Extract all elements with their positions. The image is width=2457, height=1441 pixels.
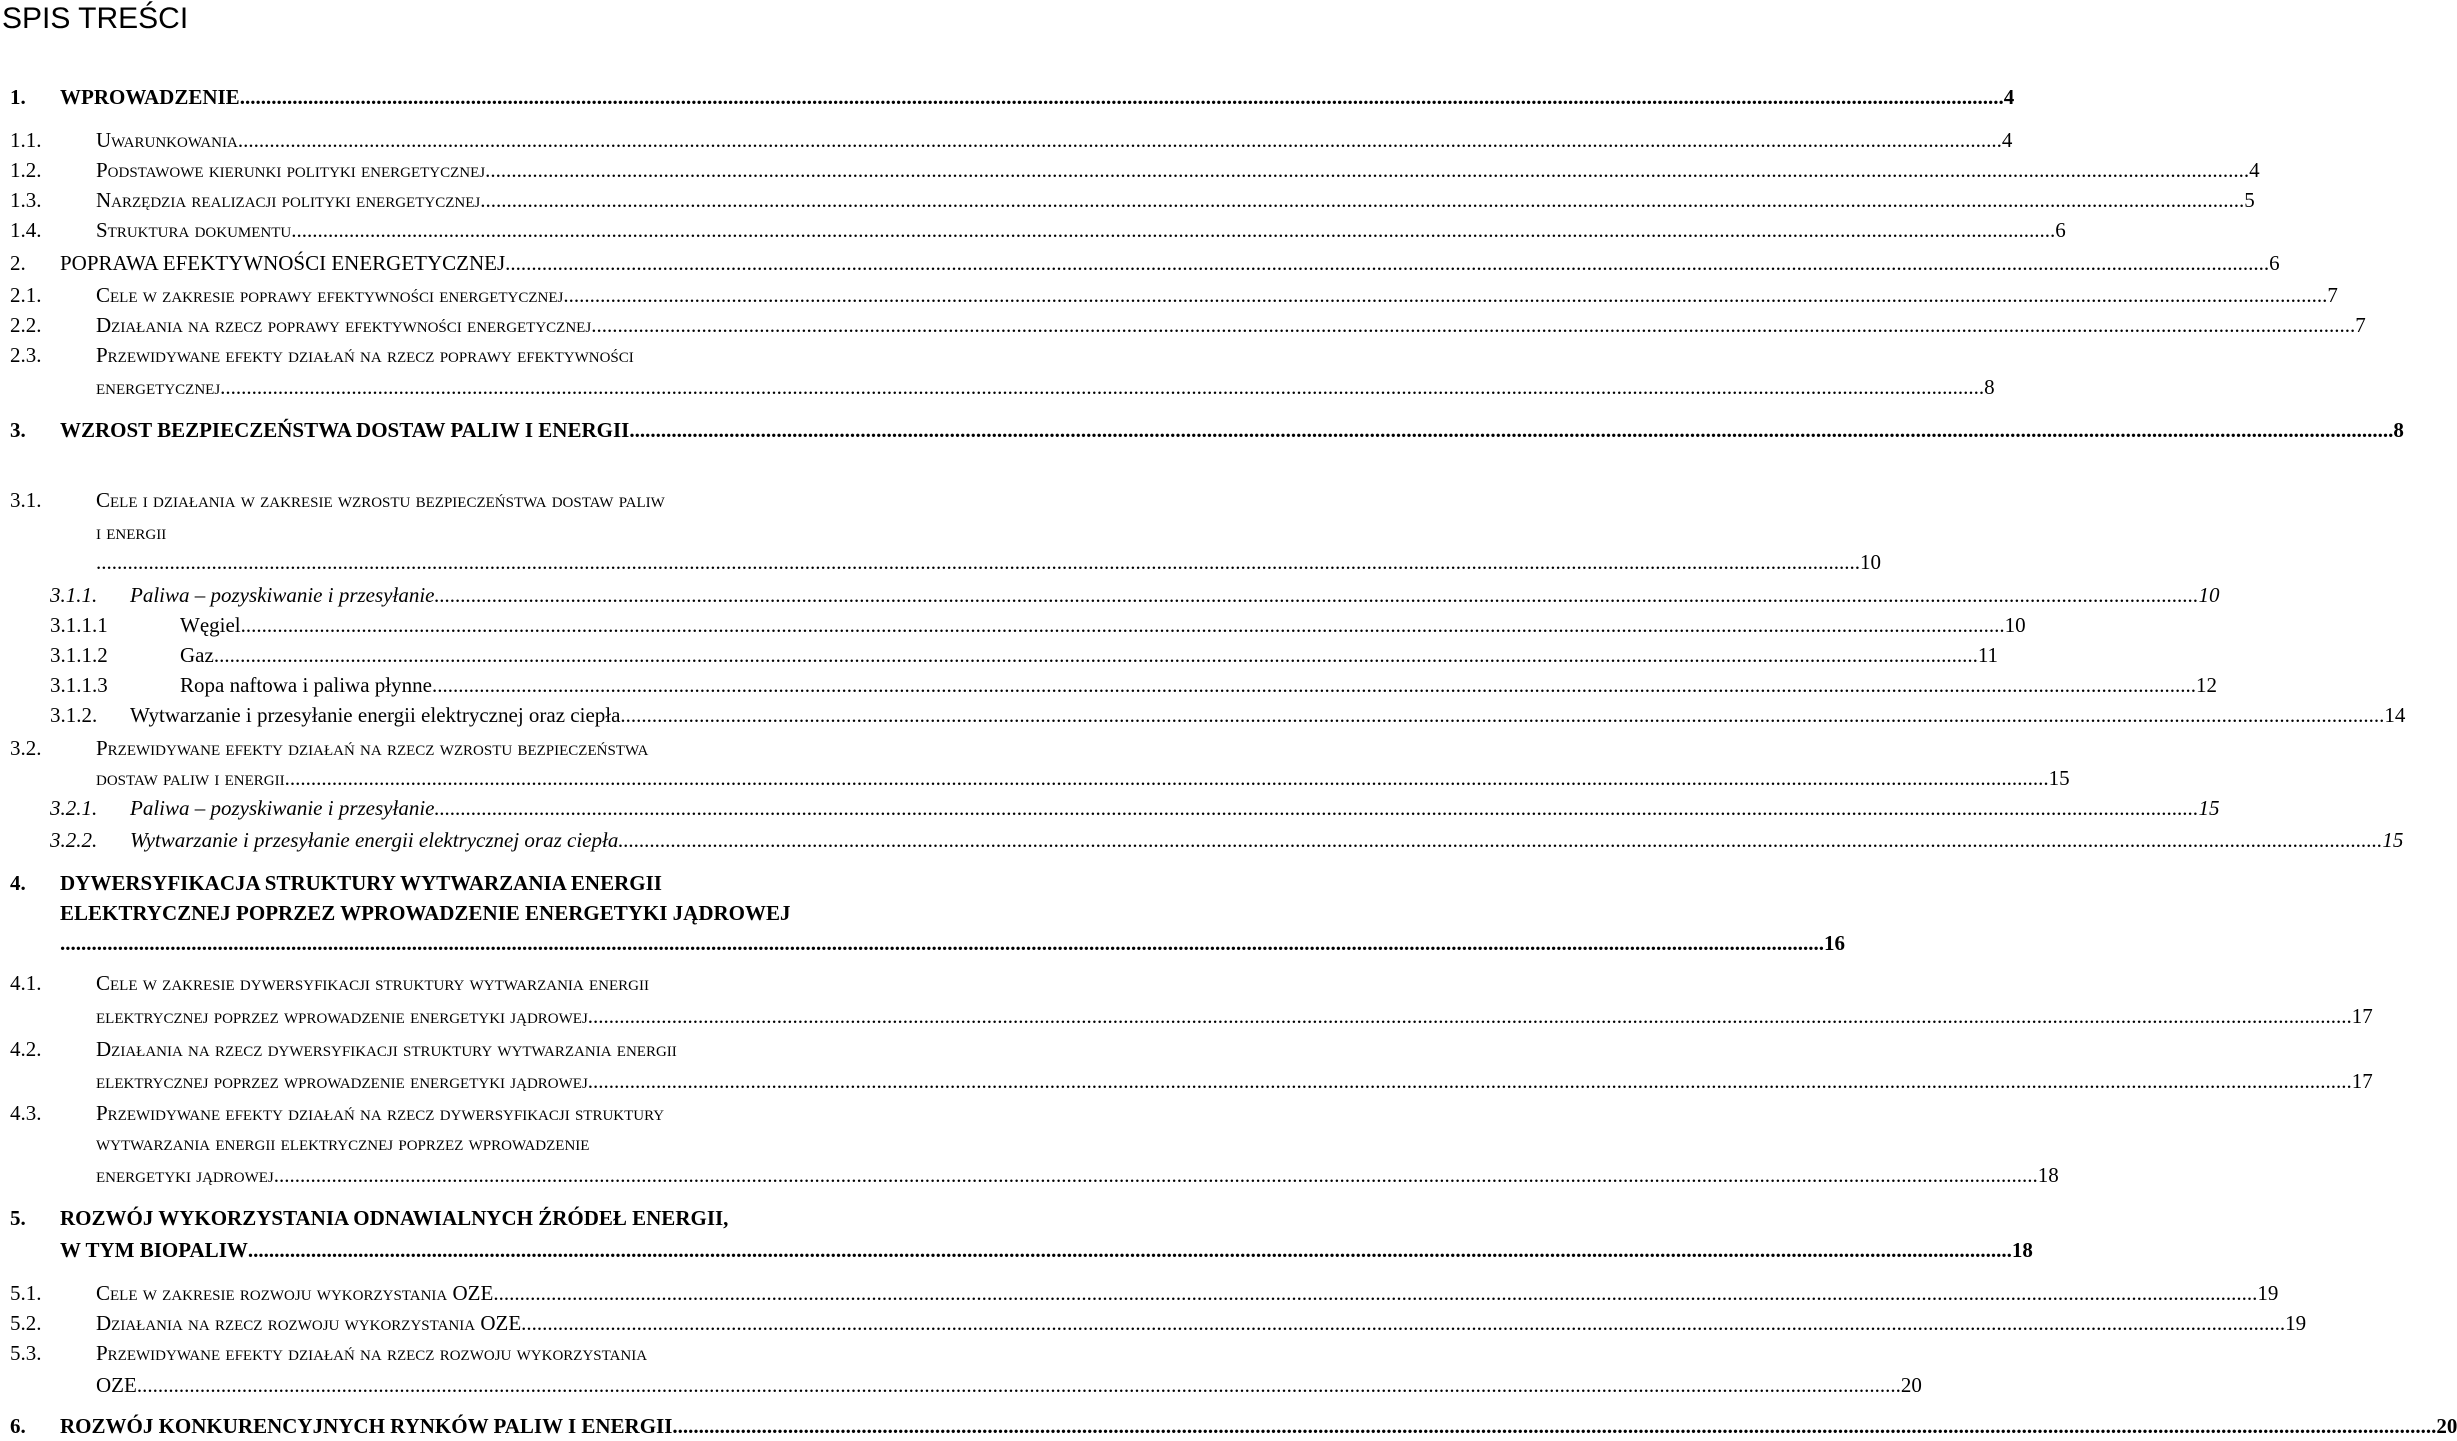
toc-entry-number: 1.2. [10,158,42,182]
toc-entry-line [130,793,2220,823]
toc-entry-title: Cele w zakresie poprawy efektywności energetycznej [96,283,564,307]
dot-leader [291,215,2055,245]
toc-entry-line [96,1066,2373,1096]
toc-entry-number: 2. [10,251,26,275]
dot-leader [285,763,2049,793]
toc-entry[interactable] [0,825,2404,855]
toc-entry-line [96,1370,1922,1400]
toc-entry[interactable] [0,1278,2279,1308]
toc-entry-title: Przewidywane efekty działań na rzecz wzrostu bezpieczeństwa [96,736,649,760]
toc-entry[interactable] [0,1066,2373,1096]
toc-page-number: 11 [1977,643,1999,667]
toc-page-number: 5 [2244,188,2255,212]
toc-entry[interactable] [0,485,962,515]
toc-entry[interactable] [0,610,2026,640]
toc-entry-title: Przewidywane efekty działań na rzecz poprawy efektywności [96,343,634,367]
dot-leader [563,280,2327,310]
toc-entry-number: 2.3. [10,343,42,367]
toc-entry-line [96,763,2070,793]
toc-entry-title: Paliwa – pozyskiwanie i przesyłanie [130,583,435,607]
toc-entry[interactable] [0,670,2217,700]
toc-entry-number: 3.1.1.1 [50,613,108,637]
dot-leader [588,1066,2352,1096]
dot-leader [521,1308,2285,1338]
dot-leader [220,372,1984,402]
toc-entry-title: i energii [96,520,167,544]
toc-entry-line [96,1001,2373,1031]
dot-leader [588,1001,2352,1031]
toc-entry-number: 3.1.1. [50,583,98,607]
toc-entry[interactable] [0,763,2070,793]
dot-leader [480,185,2244,215]
toc-entry-line [60,1235,2033,1265]
toc-page-number: 19 [2257,1281,2279,1305]
toc-entry[interactable] [0,898,962,928]
toc-entry[interactable] [0,733,962,763]
toc-entry[interactable] [0,310,2366,340]
toc-page-number: 18 [2011,1238,2033,1262]
toc-entry[interactable] [0,1308,2307,1338]
toc-entry[interactable] [0,1034,962,1064]
toc-entry-title: Przewidywane efekty działań na rzecz dywersyfikacji struktury [96,1101,665,1125]
toc-entry-number: 5.3. [10,1341,42,1365]
toc-page-number: 18 [2037,1163,2059,1187]
toc-entry-title: DYWERSYFIKACJA STRUKTURY WYTWARZANIA ENERGII [60,871,662,895]
toc-entry-number: 5.1. [10,1281,42,1305]
toc-page-number: 8 [2393,418,2404,442]
toc-entry[interactable] [0,1098,962,1128]
toc-entry[interactable] [0,185,2255,215]
toc-entry-line [96,125,2013,155]
toc-entry-title: wytwarzania energii elektrycznej poprzez wprowadzenie [96,1131,590,1155]
dot-leader [618,825,2382,855]
dot-leader [137,1370,1901,1400]
toc-page-number: 10 [2198,583,2220,607]
toc-entry-number: 2.2. [10,313,42,337]
toc-entry-line [96,547,1881,577]
toc-entry-line [130,825,2404,855]
dot-leader [432,670,2196,700]
toc-entry-number: 3.2.2. [50,828,98,852]
toc-entry-number: 1.3. [10,188,42,212]
dot-leader [240,82,2004,112]
toc-title: SPIS TREŚCI [2,2,189,35]
toc-entry-line [60,928,1845,958]
toc-entry-line [60,248,2280,278]
toc-entry[interactable] [0,1235,2033,1265]
toc-entry-number: 3.1. [10,488,42,512]
toc-entry[interactable] [0,793,2220,823]
dot-leader [629,415,2393,445]
toc-entry-title: Działania na rzecz rozwoju wykorzystania OZE [96,1311,522,1335]
toc-entry[interactable] [0,517,962,547]
dot-leader [214,640,1978,670]
toc-entry-line [96,1278,2279,1308]
toc-entry-number: 3.1.1.2 [50,643,108,667]
toc-entry-line [96,155,2260,185]
toc-page-number: 4 [2003,85,2015,109]
toc-entry-line [96,372,1995,402]
toc-entry[interactable] [0,1128,962,1158]
toc-entry-title: Podstawowe kierunki polityki energetycznej [96,158,486,182]
toc-entry-title: Wytwarzanie i przesyłanie energii elektrycznej oraz ciepła [130,703,621,727]
toc-entry-title: Narzędzia realizacji polityki energetycznej [96,188,481,212]
toc-page-number: 20 [2436,1414,2457,1438]
toc-entry-title: energetyki jądrowej [96,1163,274,1187]
toc-entry[interactable] [0,1338,962,1368]
toc-entry[interactable] [0,415,2404,445]
toc-entry-title: energetycznej [96,375,221,399]
toc-entry-title: Wytwarzanie i przesyłanie energii elektrycznej oraz ciepła [130,828,619,852]
toc-entry-line [60,1411,2457,1441]
toc-page-number: 20 [1900,1373,1922,1397]
toc-entry-number: 4.2. [10,1037,42,1061]
dot-leader [505,248,2269,278]
toc-entry-title: OZE [96,1373,137,1397]
toc-page-number: 15 [2382,828,2404,852]
dot-leader [672,1411,2436,1441]
toc-page-number: 10 [2004,613,2026,637]
toc-entry[interactable] [0,640,1999,670]
toc-entry-number: 3.1.1.3 [50,673,108,697]
toc-page-number: 7 [2327,283,2338,307]
toc-entry[interactable] [0,700,2406,730]
toc-entry[interactable] [0,1370,1922,1400]
toc-entry-title: dostaw paliw i energii [96,766,285,790]
toc-page-number: 15 [2048,766,2070,790]
toc-entry-line [96,280,2338,310]
toc-page-number: 15 [2198,796,2220,820]
toc-page-number: 17 [2351,1004,2373,1028]
toc-entry-title: ROZWÓJ WYKORZYSTANIA ODNAWIALNYCH ŹRÓDEŁ ENERGII, [60,1206,729,1230]
toc-entry-line [96,1308,2307,1338]
dot-leader [96,547,1860,577]
toc-entry[interactable] [0,868,962,898]
toc-entry-title: W TYM BIOPALIW [60,1238,248,1262]
toc-entry[interactable] [0,928,1845,958]
toc-page-number: 6 [2055,218,2066,242]
toc-entry[interactable] [0,155,2260,185]
toc-entry[interactable] [0,1001,2373,1031]
toc-entry-line [60,415,2404,445]
toc-entry-title: Działania na rzecz dywersyfikacji struktury wytwarzania energii [96,1037,677,1061]
toc-page-number: 7 [2355,313,2366,337]
toc-entry[interactable] [0,1160,2059,1190]
toc-entry-title: Cele w zakresie rozwoju wykorzystania OZE [96,1281,494,1305]
toc-page-number: 14 [2384,703,2406,727]
toc-page-number: 10 [1860,550,1881,574]
toc-page-number: 6 [2269,251,2280,275]
toc-page-number: 4 [2249,158,2260,182]
toc-entry[interactable] [0,340,962,370]
toc-entry-title: POPRAWA EFEKTYWNOŚCI ENERGETYCZNEJ [60,251,506,275]
toc-entry-number: 4. [10,871,26,895]
dot-leader [60,928,1824,958]
toc-entry-title: Węgiel [180,613,241,637]
toc-entry-title: elektrycznej poprzez wprowadzenie energetyki jądrowej [96,1069,588,1093]
toc-entry-title: ROZWÓJ KONKURENCYJNYCH RYNKÓW PALIW I ENERGII [60,1414,673,1438]
toc-entry-title: Ropa naftowa i paliwa płynne [180,673,432,697]
dot-leader [241,610,2005,640]
toc-entry-title: Struktura dokumentu [96,218,292,242]
toc-entry[interactable] [0,580,2220,610]
toc-entry-number: 3.2. [10,736,42,760]
dot-leader [620,700,2384,730]
toc-entry[interactable] [0,248,2280,278]
dot-leader [434,793,2198,823]
toc-page-number: 12 [2195,673,2217,697]
toc-entry-number: 1. [10,85,26,109]
toc-entry[interactable] [0,547,1881,577]
toc-entry[interactable] [0,372,1995,402]
toc-entry-line [96,310,2366,340]
toc-entry-title: Paliwa – pozyskiwanie i przesyłanie [130,796,435,820]
toc-entry-number: 5. [10,1206,26,1230]
toc-page-number: 19 [2285,1311,2307,1335]
dot-leader [493,1278,2257,1308]
toc-entry[interactable] [0,280,2338,310]
toc-entry-number: 2.1. [10,283,42,307]
toc-entry-title: Działania na rzecz poprawy efektywności energetycznej [96,313,592,337]
toc-entry-number: 5.2. [10,1311,42,1335]
toc-entry-line [180,640,1999,670]
toc-page-number: 16 [1824,931,1845,955]
toc-entry-number: 3.2.1. [50,796,98,820]
toc-page-number: 17 [2351,1069,2373,1093]
toc-entry-number: 4.3. [10,1101,42,1125]
toc-entry-line [96,215,2066,245]
toc-entry-number: 3.1.2. [50,703,98,727]
toc-entry-line [130,700,2406,730]
toc-entry-title: elektrycznej poprzez wprowadzenie energetyki jądrowej [96,1004,588,1028]
dot-leader [434,580,2198,610]
toc-entry-title: WZROST BEZPIECZEŃSTWA DOSTAW PALIW I ENERGII [60,418,630,442]
toc-entry-number: 4.1. [10,971,42,995]
toc-entry-title: Gaz [180,643,214,667]
toc-entry-line [96,185,2255,215]
toc-entry-line [96,1160,2059,1190]
toc-entry[interactable] [0,1203,962,1233]
toc-entry-line [130,580,2220,610]
toc-entry-number: 6. [10,1414,26,1438]
toc-entry-line [180,610,2026,640]
toc-entry-title: Uwarunkowania [96,128,238,152]
dot-leader [248,1235,2012,1265]
toc-entry-title: WPROWADZENIE [60,85,240,109]
toc-entry[interactable] [0,82,2015,112]
toc-entry-number: 1.1. [10,128,42,152]
toc-entry-number: 3. [10,418,26,442]
dot-leader [485,155,2249,185]
toc-entry[interactable] [0,215,2066,245]
toc-entry-title: Cele i działania w zakresie wzrostu bezpieczeństwa dostaw paliw [96,488,665,512]
toc-entry-number: 1.4. [10,218,42,242]
toc-entry-line [60,82,2015,112]
toc-entry[interactable] [0,125,2013,155]
toc-page-number: 8 [1984,375,1995,399]
toc-entry-line [180,670,2217,700]
toc-page-number: 4 [2001,128,2013,152]
dot-leader [274,1160,2038,1190]
toc-entry[interactable] [0,1411,2457,1441]
toc-entry[interactable] [0,968,962,998]
toc-entry-title: Przewidywane efekty działań na rzecz rozwoju wykorzystania [96,1341,648,1365]
toc-entry-title: ELEKTRYCZNEJ POPRZEZ WPROWADZENIE ENERGETYKI JĄDROWEJ [60,901,791,925]
toc-entry-title: Cele w zakresie dywersyfikacji struktury wytwarzania energii [96,971,649,995]
dot-leader [591,310,2355,340]
dot-leader [238,125,2002,155]
